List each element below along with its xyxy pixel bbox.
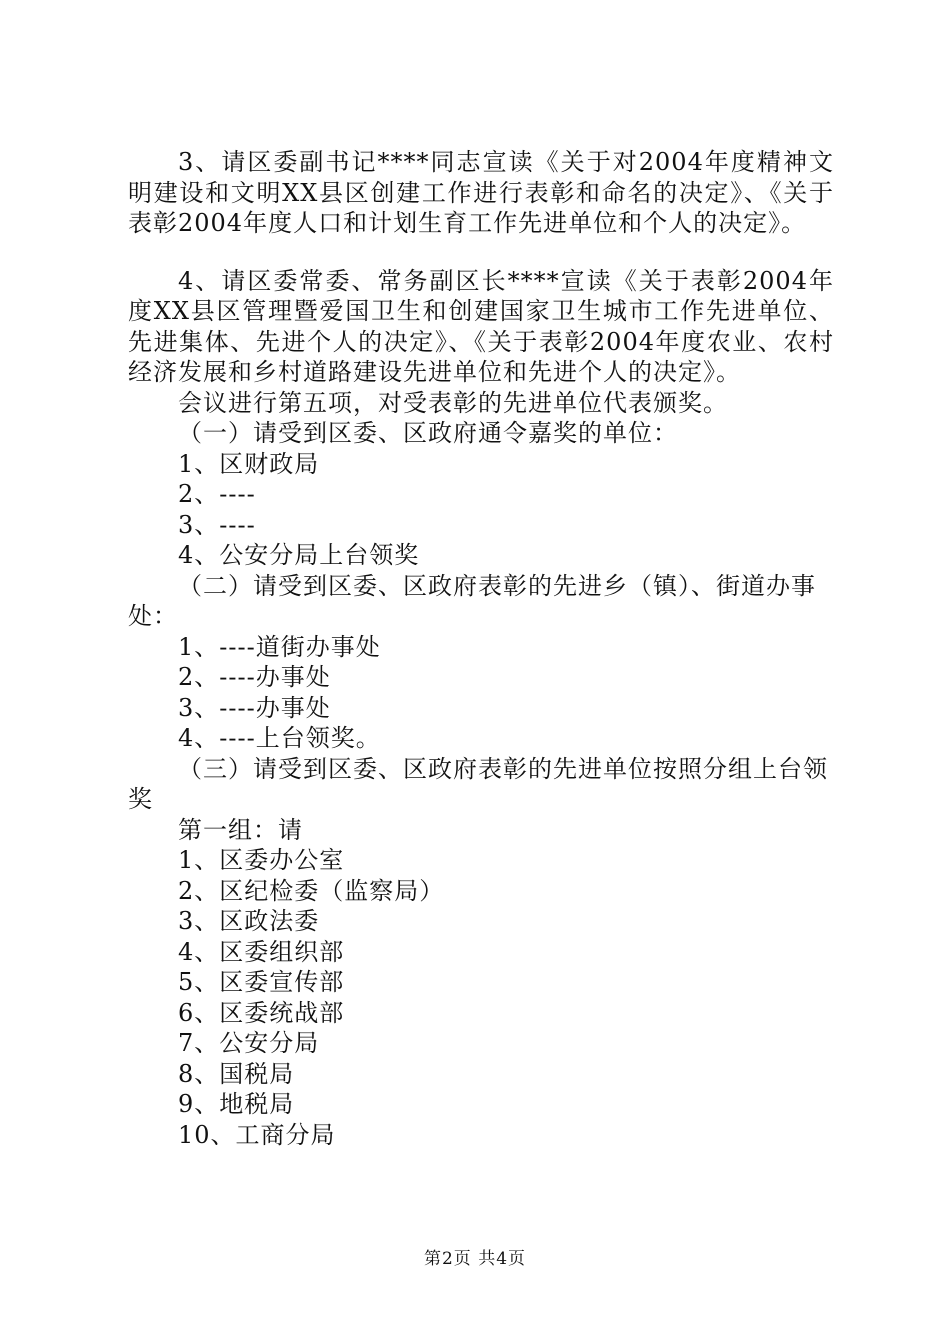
list-item: 1、区委办公室: [178, 846, 345, 874]
list-item: 3、----: [178, 510, 256, 539]
paragraph-item-3: 3、请区委副书记****同志宣读《关于对2004年度精神文明建设和文明XX县区创建工作进行表彰和命名的决定》、《关于表彰2004年度人口和计划生育工作先进单位和个人的决定》。: [128, 148, 834, 237]
list-item: 4、----上台领奖。: [178, 724, 381, 752]
list-item: 9、地税局: [178, 1090, 295, 1118]
list-item: 1、----道街办事处: [178, 632, 381, 661]
paragraph-item-4: 4、请区委常委、常务副区长****宣读《关于表彰2004年度XX县区管理暨爱国卫生和创建国家卫生城市工作先进单位、先进集体、先进个人的决定》、《关于表彰2004年度农业、农村经济发展和乡村道路建设先进单位和先进个人的决定》。: [128, 266, 834, 386]
list-item: 1、区财政局: [178, 449, 320, 478]
list-item: 2、----: [178, 480, 256, 508]
list-item: 10、工商分局: [178, 1120, 336, 1149]
list-item: 3、区政法委: [178, 907, 320, 935]
list-item: 5、区委宣传部: [178, 968, 345, 996]
item5-intro: 会议进行第五项，对受表彰的先进单位代表颁奖。: [178, 388, 728, 417]
list-item: 6、区委统战部: [178, 998, 345, 1027]
section3-heading: （三）请受到区委、区政府表彰的先进单位按照分组上台领奖: [128, 754, 828, 813]
list-item: 3、----办事处: [178, 693, 331, 722]
section1-heading: （一）请受到区委、区政府通令嘉奖的单位：: [178, 419, 678, 447]
page-number-footer: 第2页 共4页: [423, 1249, 527, 1269]
list-item: 4、公安分局上台领奖: [178, 541, 420, 569]
list-item: 7、公安分局: [178, 1029, 320, 1057]
list-item: 4、区委组织部: [178, 937, 345, 966]
list-item: 2、----办事处: [178, 663, 331, 691]
document-body: [128, 147, 834, 1150]
list-item: 2、区纪检委（监察局）: [178, 876, 445, 905]
group-label: 第一组：请: [178, 815, 303, 844]
list-item: 8、国税局: [178, 1059, 295, 1088]
section2-heading: （二）请受到区委、区政府表彰的先进乡（镇）、街道办事处：: [128, 571, 816, 630]
